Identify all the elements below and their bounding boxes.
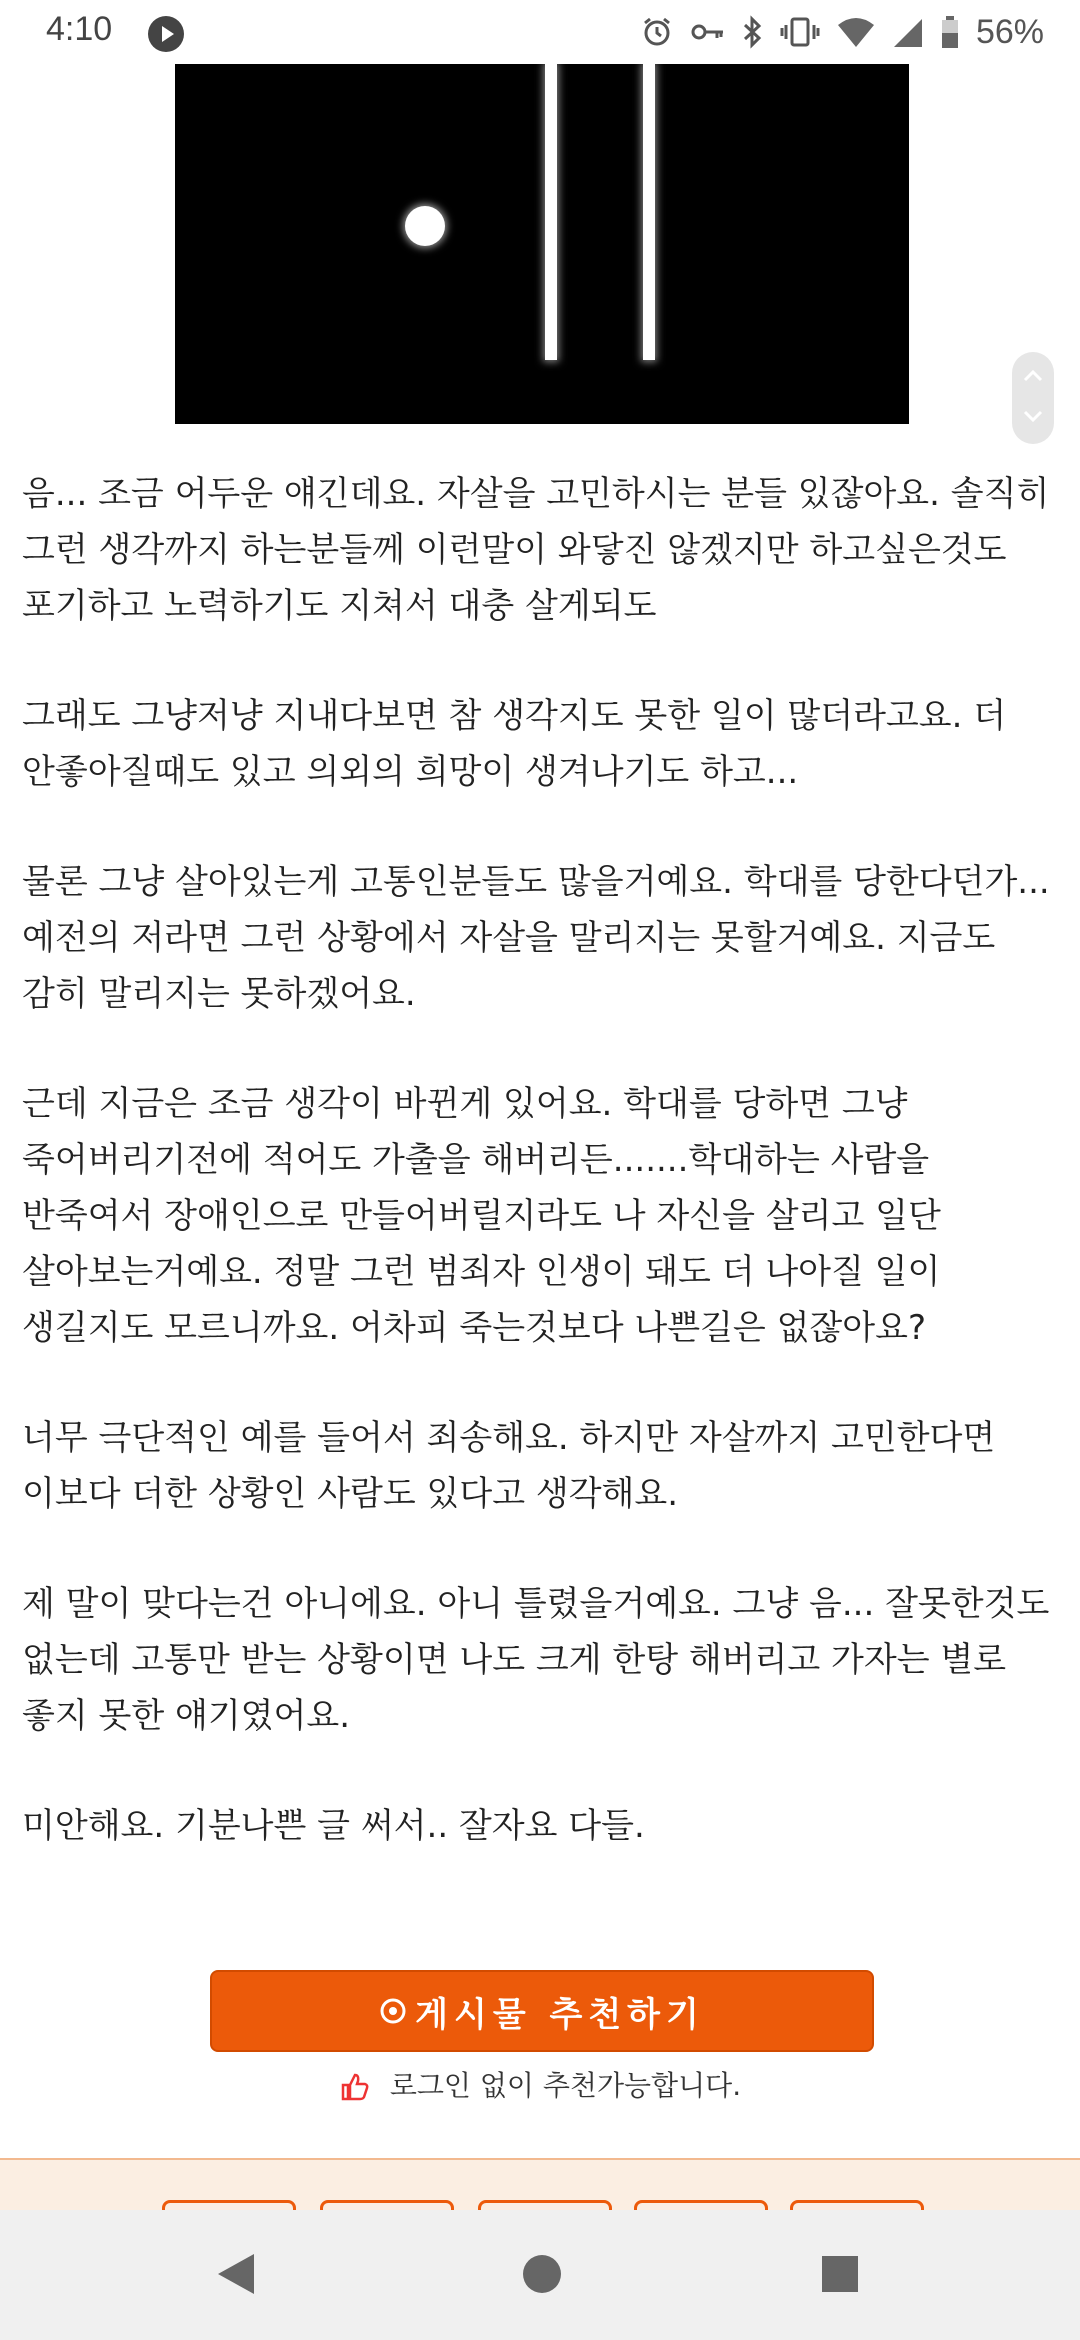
status-time: 4:10: [46, 10, 113, 48]
scroll-handle[interactable]: [1012, 352, 1054, 444]
status-bar: [0, 0, 1080, 64]
login-note: [0, 2064, 1080, 2104]
navigation-bar: [0, 2210, 1080, 2340]
article-paragraph: 미안해요. 기분나쁜 글 써서.. 잘자요 다들.: [22, 1806, 645, 1846]
battery-icon: [940, 15, 960, 49]
article-body: [22, 466, 1062, 1908]
chevron-down-icon: [1020, 406, 1046, 426]
play-icon: [148, 16, 184, 52]
signal-icon: [892, 15, 924, 49]
login-note-text: 로그인 없이 추천가능합니다.: [389, 2069, 742, 2102]
article-paragraph: 음... 조금 어두운 얘긴데요. 자살을 고민하시는 분들 있잖아요. 솔직히 그런 생각까지 하는분들께 이런말이 와닿진 않겠지만 하고싶은것도 포기하고 노력하기도 지쳐서 대충 살게되도: [22, 474, 1050, 626]
recommend-post-button[interactable]: [210, 1970, 874, 2052]
wifi-icon: [836, 15, 876, 49]
chevron-up-icon: [1020, 366, 1046, 386]
footer-actions: [0, 2158, 1080, 2212]
status-icons: [640, 12, 1044, 52]
back-icon[interactable]: [214, 2250, 258, 2298]
alarm-icon: [640, 15, 674, 49]
article-paragraph: 근데 지금은 조금 생각이 바뀐게 있어요. 학대를 당하면 그냥 죽어버리기전에 적어도 가출을 해버리든.......학대하는 사람을 반죽여서 장애인으로 만들어버릴지라도 나 자신을 살리고 일단 살아보는거예요. 정말 그런 범죄자 인생이 돼도 더 나아질 일이 생길지도 모르니까요. 어차피 죽는것보다 나쁜길은 없잖아요?: [22, 1084, 941, 1348]
video-player[interactable]: [175, 64, 909, 424]
key-icon: [690, 15, 726, 49]
video-light-bar-right: [643, 64, 655, 360]
vibrate-icon: [780, 15, 820, 49]
thumbs-up-icon: [339, 2071, 371, 2103]
article-paragraph: 물론 그냥 살아있는게 고통인분들도 많을거예요. 학대를 당한다던가... 예전의 저라면 그런 상황에서 자살을 말리지는 못할거예요. 지금도 감히 말리지는 못하겠어요.: [22, 862, 1050, 1014]
video-glowing-dot: [405, 206, 445, 246]
target-icon: [379, 1997, 407, 2025]
home-icon[interactable]: [520, 2250, 564, 2298]
article-paragraph: 너무 극단적인 예를 들어서 죄송해요. 하지만 자살까지 고민한다면 이보다 더한 상황인 사람도 있다고 생각해요.: [22, 1418, 996, 1514]
article-paragraph: 제 말이 맞다는건 아니에요. 아니 틀렸을거예요. 그냥 음... 잘못한것도 없는데 고통만 받는 상황이면 나도 크게 한탕 해버리고 가자는 별로 좋지 못한 얘기였어요.: [22, 1584, 1050, 1736]
bluetooth-icon: [742, 15, 764, 49]
video-light-bar-left: [545, 64, 557, 360]
recents-icon[interactable]: [818, 2250, 862, 2298]
article-paragraph: 그래도 그냥저냥 지내다보면 참 생각지도 못한 일이 많더라고요. 더 안좋아질때도 있고 의외의 희망이 생겨나기도 하고...: [22, 696, 1007, 792]
recommend-button-label: 게시물 추천하기: [415, 1994, 705, 2035]
battery-percent: 56%: [975, 12, 1044, 51]
